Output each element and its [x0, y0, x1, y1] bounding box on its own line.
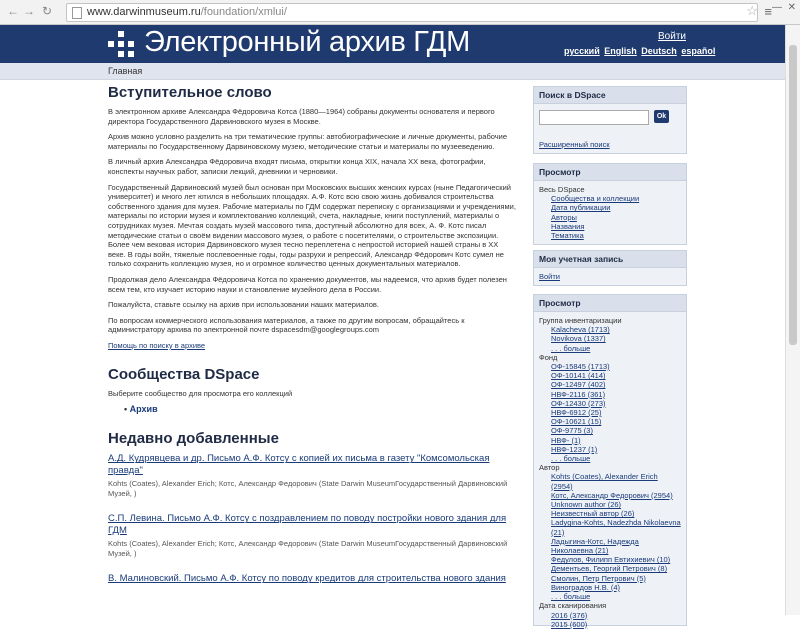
site-title[interactable]: Электронный архив ГДМ — [144, 26, 470, 58]
recent-item — [108, 453, 518, 499]
recent-heading: Недавно добавленные — [108, 430, 279, 448]
facet-group-label: Фонд — [539, 352, 558, 362]
browse-link-subjects[interactable]: Тематика — [551, 231, 584, 241]
intro-paragraph: В личный архив Александра Фёдоровича входят письма, открытки конца XIX, начала XX века, фотографии, конспекты научных работ, записки лекций, дневники и черновики. — [108, 157, 486, 176]
search-help-link[interactable]: Помощь по поиску в архиве — [108, 340, 206, 350]
intro-paragraph: Продолжая дело Александра Фёдоровича Котса по хранению документов, мы надеемся, что архив будет полезен всем тем, кто изучает историю науки и становление музейного дела в России. — [108, 274, 507, 294]
facet-link[interactable]: Unknown author (26) — [551, 500, 622, 510]
intro-paragraph: Государственный Дарвиновский музей был основан при Московских высших женских курсах (ныне Педагогический университет) и много лет ютился в небольших площадях. А.Ф. Котс всю свою жизнь добивался строительства собственного здания для музея. Рабочие материалы по ГДМ содержат переписку с организациями и учреждениями, материалы по истории музея и комплектованию коллекций, счета, накладные, книги поступлений, материалы о сотрудниках музея. Мечтая создать музей массового типа, доступный абсолютно для всех, А. Ф. Котс писал методические статьи о своём видении массового музея, о работе с посетителями, о строительстве экспозиции. Более чем вековая история Дарвиновского музея тесно переплетена с непростой историей нашей страны в XX веке. В годы войн, тяжелые послевоенные годы, годы разрухи и репрессий, Александр Фёдорович Котс сумел не только сохранить коллекцию музея, но и огромное количество ценных документальных материалов. — [108, 182, 516, 269]
browser-toolbar — [0, 0, 800, 25]
facet-link[interactable]: ОФ-10141 (414) — [551, 371, 606, 381]
menu-icon[interactable]: ≡ — [764, 4, 772, 19]
facet-link[interactable]: 2016 (376) — [551, 610, 588, 620]
intro-paragraph: Пожалуйста, ставьте ссылку на архив при использовании наших материалов. — [108, 300, 379, 310]
lang-russian[interactable]: русский — [564, 46, 600, 56]
lang-deutsch[interactable]: Deutsch — [641, 46, 677, 56]
page-scrollbar[interactable] — [785, 25, 800, 615]
facet-link[interactable]: НВФ-2116 (361) — [551, 389, 606, 399]
facet-link[interactable]: ОФ-12430 (273) — [551, 398, 606, 408]
facet-more-link[interactable]: . . . больше — [551, 343, 591, 353]
bookmark-star-icon[interactable]: ☆ — [746, 3, 758, 18]
facet-link[interactable]: ОФ-9775 (3) — [551, 426, 593, 436]
facet-more-link[interactable]: . . . больше — [551, 454, 591, 464]
recent-item-title[interactable]: В. Малиновский. Письмо А.Ф. Котсу по поводу кредитов для строительства нового здания — [108, 573, 506, 585]
facet-link[interactable]: Котс, Александр Федорович (2954) — [551, 490, 673, 500]
communities-intro: Выберите сообщество для просмотра его коллекций — [108, 388, 293, 398]
facet-group-label: Группа инвентаризации — [539, 316, 622, 325]
facet-link[interactable]: Дементьев, Георгий Петрович (8) — [551, 564, 668, 574]
url-path: /foundation/xmlui/ — [200, 6, 287, 18]
intro-paragraph: Архив можно условно разделить на три тематические группы: автобиографические и личные документы, рабочие материалы по Государственному Дарвиновскому музею, методические статьи и материалы по музееведению. — [108, 132, 508, 151]
facet-link[interactable]: Kohts (Coates), Alexander Erich (2954) — [551, 472, 658, 491]
sidebar-account-heading: Моя учетная запись — [534, 251, 686, 268]
facet-group-label: Дата сканирования — [539, 601, 607, 611]
reload-icon[interactable]: ↻ — [41, 4, 53, 18]
scrollbar-thumb[interactable] — [789, 45, 797, 345]
search-input[interactable] — [539, 110, 649, 125]
community-item: • Архив — [124, 404, 158, 415]
facet-link[interactable]: Федулов, Филипп Евтихиевич (10) — [551, 555, 671, 565]
browse-all-label: Весь DSpace — [539, 185, 585, 194]
address-bar[interactable] — [66, 3, 758, 22]
recent-item — [108, 513, 518, 559]
breadcrumb-bar — [0, 63, 800, 80]
sidebar-facets — [533, 294, 687, 629]
communities-heading: Сообщества DSpace — [108, 365, 260, 383]
breadcrumb[interactable]: Главная — [108, 66, 143, 76]
main-content — [108, 84, 518, 585]
sidebar-browse-heading: Просмотр — [534, 164, 686, 181]
intro-paragraph: По вопросам коммерческого использования материалов, а также по другим вопросам, обращайтесь к администратору архива по электронной почте dspacesdm@googlegroups.com — [108, 315, 465, 335]
facet-link[interactable]: Виноградов Н.В. (4) — [551, 582, 621, 592]
recent-item-title[interactable]: С.П. Левина. Письмо А.Ф. Котсу с поздравлением по поводу постройки нового здания для ГДМ — [108, 513, 507, 536]
facet-link[interactable]: Неизвестный автор (26) — [551, 509, 635, 519]
intro-heading: Вступительное слово — [108, 84, 272, 101]
facet-link[interactable]: Novikova (1337) — [551, 334, 606, 344]
facet-link[interactable]: НВФ-1237 (1) — [551, 444, 598, 454]
facet-link[interactable]: Kalacheva (1713) — [551, 325, 610, 335]
site-logo-icon[interactable] — [108, 31, 134, 57]
facet-group-label: Автор — [539, 463, 560, 473]
login-link[interactable]: Войти — [658, 31, 686, 42]
browse-link-titles[interactable]: Названия — [551, 221, 585, 231]
browse-link-authors[interactable]: Авторы — [551, 212, 577, 222]
facet-link[interactable]: 2015 (600) — [551, 619, 588, 629]
recent-item-authors: Kohts (Coates), Alexander Erich; Котс, Александр Федорович (State Darwin MuseumГосударственный Дарвиновский Музей, ) — [108, 539, 508, 559]
lang-english[interactable]: English — [604, 46, 637, 56]
forward-icon[interactable]: → — [23, 4, 35, 18]
facet-link[interactable]: ОФ-15845 (1713) — [551, 362, 610, 372]
facet-link[interactable]: Ладыгина-Котс, Надежда Николаевна (21) — [551, 536, 639, 556]
sidebar-account — [533, 250, 687, 286]
recent-item-title[interactable]: А.Д. Кудрявцева и др. Письмо А.Ф. Котсу с копией их письма в газету "Комсомольская правда" — [108, 453, 490, 476]
back-icon[interactable]: ← — [7, 4, 19, 18]
search-button[interactable]: Ok — [654, 110, 669, 123]
intro-paragraph: В электронном архиве Александра Фёдоровича Котса (1880—1964) собраны документы основателя и первого директора Государственного Дарвиновского музея в Москве. — [108, 107, 495, 126]
browse-link-communities[interactable]: Сообщества и коллекции — [551, 194, 640, 204]
site-header — [0, 25, 800, 63]
browse-link-date[interactable]: Дата публикации — [551, 203, 611, 213]
sidebar-browse — [533, 163, 687, 245]
language-switcher — [564, 46, 717, 56]
facet-link[interactable]: Смолин, Петр Петрович (5) — [551, 573, 646, 583]
facet-link[interactable]: ОФ-12497 (402) — [551, 380, 606, 390]
facet-link[interactable]: Ladygina-Kohts, Nadezhda Nikolaevna (21) — [551, 518, 681, 537]
account-login-link[interactable]: Войти — [539, 272, 560, 281]
sidebar-search-heading: Поиск в DSpace — [534, 87, 686, 104]
advanced-search-link[interactable]: Расширенный поиск — [539, 140, 610, 149]
recent-item — [108, 573, 518, 585]
page-icon — [72, 7, 82, 19]
minimize-icon[interactable]: — — [772, 2, 782, 13]
facet-link[interactable]: НВФ- (1) — [551, 435, 581, 445]
url-host: www.darwinmuseum.ru — [87, 6, 201, 18]
facet-link[interactable]: НВФ-6912 (25) — [551, 408, 602, 418]
recent-item-authors: Kohts (Coates), Alexander Erich; Котс, Александр Федорович (State Darwin MuseumГосударственный Дарвиновский Музей, ) — [108, 479, 508, 499]
sidebar-facets-heading: Просмотр — [534, 295, 686, 312]
lang-espanol[interactable]: español — [681, 46, 716, 56]
facet-link[interactable]: ОФ-10621 (15) — [551, 417, 602, 427]
close-icon[interactable]: ✕ — [787, 2, 796, 13]
community-link-archive[interactable]: Архив — [129, 404, 158, 415]
sidebar-search — [533, 86, 687, 154]
facet-more-link[interactable]: . . . больше — [551, 592, 591, 602]
